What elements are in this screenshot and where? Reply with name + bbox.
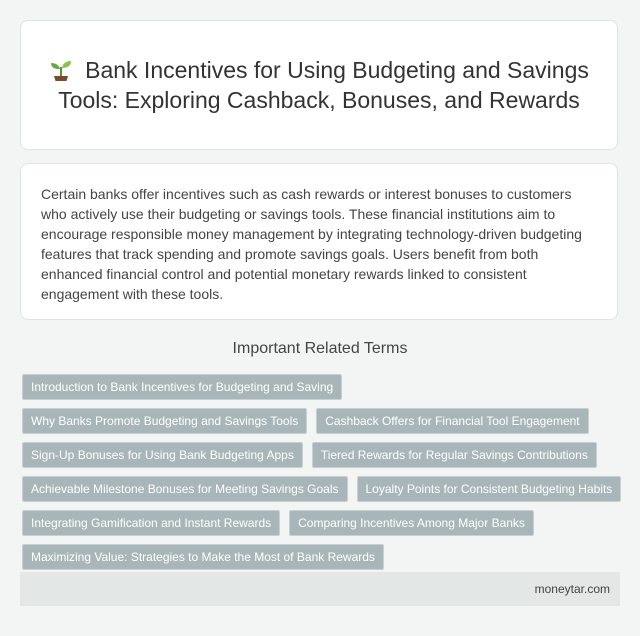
seedling-icon (49, 57, 73, 81)
title-card (20, 20, 618, 150)
footer-bar (20, 572, 620, 606)
page-title-text: Bank Incentives for Using Budgeting and Savings Tools: Exploring Cashback, Bonuses, and Rewards (58, 57, 589, 113)
related-term-link[interactable]: Integrating Gamification and Instant Rewards (22, 510, 280, 536)
related-terms-list (22, 374, 622, 570)
related-term-link[interactable]: Sign-Up Bonuses for Using Bank Budgeting Apps (22, 442, 303, 468)
related-term-link[interactable]: Comparing Incentives Among Major Banks (289, 510, 534, 536)
intro-paragraph: Certain banks offer incentives such as cash rewards or interest bonuses to customers who actively use their budgeting or savings tools. These financial institutions aim to encourage responsible money management by integrating technology-driven budgeting features that track spending and promote savings goals. Users benefit from both enhanced financial control and potential monetary rewards linked to consistent engagement with these tools. (41, 186, 582, 302)
page-title (49, 55, 589, 115)
related-term-link[interactable]: Introduction to Bank Incentives for Budgeting and Saving (22, 374, 342, 400)
related-term-link[interactable]: Achievable Milestone Bonuses for Meeting Savings Goals (22, 476, 348, 502)
related-terms-heading: Important Related Terms (232, 340, 408, 357)
related-term-link[interactable]: Why Banks Promote Budgeting and Savings Tools (22, 408, 307, 434)
intro-card (20, 163, 618, 320)
footer-site-name[interactable]: moneytar.com (534, 582, 610, 596)
related-term-link[interactable]: Tiered Rewards for Regular Savings Contributions (312, 442, 597, 468)
related-term-link[interactable]: Cashback Offers for Financial Tool Engagement (316, 408, 588, 434)
related-term-link[interactable]: Loyalty Points for Consistent Budgeting Habits (357, 476, 622, 502)
related-term-link[interactable]: Maximizing Value: Strategies to Make the Most of Bank Rewards (22, 544, 384, 570)
